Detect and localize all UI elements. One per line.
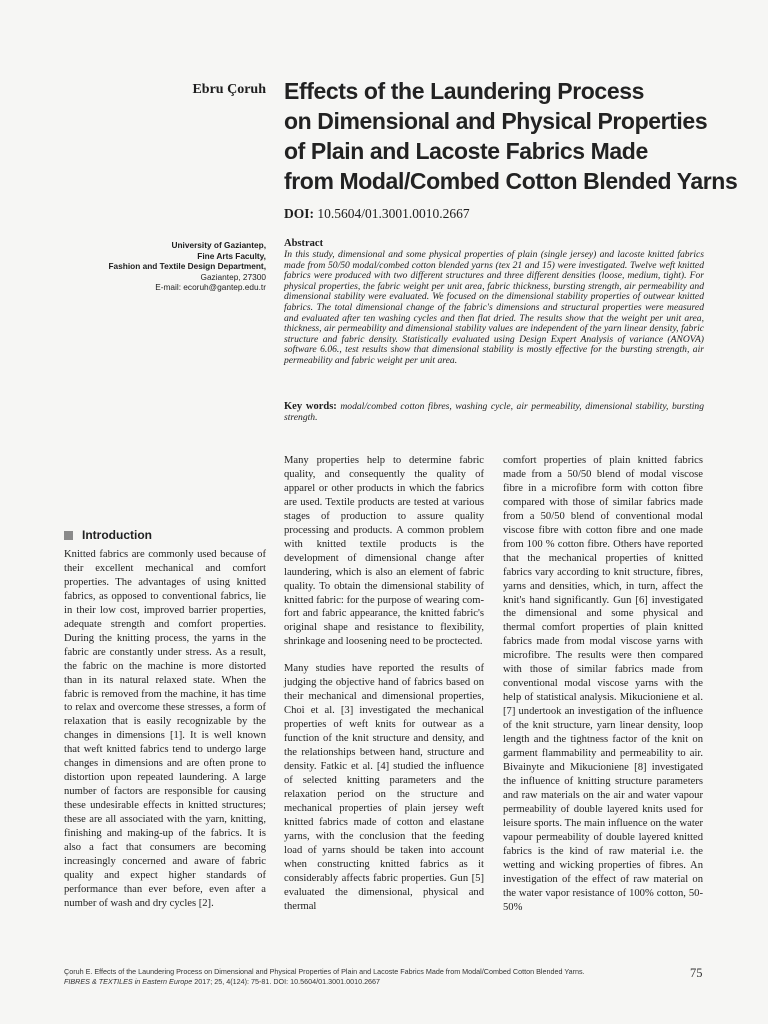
footer-journal-line: [64, 977, 704, 987]
section-marker-icon: [64, 531, 73, 540]
title-line: of Plain and Lacoste Fabrics Made: [284, 138, 648, 164]
paper-title: [284, 76, 754, 196]
affiliation-line: Fine Arts Faculty,: [197, 250, 266, 261]
title-line: on Dimensional and Physical Properties: [284, 108, 708, 134]
doi-label: DOI:: [284, 206, 314, 221]
page-number: 75: [690, 966, 703, 980]
body-column-3: [503, 454, 703, 914]
doi-value[interactable]: 10.5604/01.3001.0010.2667: [317, 206, 470, 221]
paragraph: Many properties help to determine fabric quality, and consequently the quality of apparel or other products in which the fabrics are used. Textile products are tested at various stages of production to assure quality processing and products. A common problem with knitted textile products is the development of dimensional change after laundering, which is also an element of fabric quality. To obtain the dimensional stability of knitted fabric: for the purpose of wearing comfort and fabric appearance, the knitted fabric's original shape and resistance to flexibility, shrinkage and loosening need to be proctected.: [284, 455, 484, 648]
abstract-heading: Abstract: [284, 238, 324, 249]
body-column-1: [64, 548, 266, 911]
journal-name: FIBRES & TEXTILES in Eastern Europe: [64, 977, 193, 986]
paragraph: Many studies have reported the results of judging the objective hand of fabrics based on their mechanical and dimensional properties, Choi et al. [3] investigated the mechanical properties of weft knits for outwear as a function of the knit structure and density, and the relationships between hand, structure and density. Fatkic et al. [4] studied the influence of selected knitting parameters and the relaxation period on the structure and mechanical properties of plain jersey weft knitted fabrics made of cotton and elastane yarns, with the conclusion that the feeding load of yarns should be taken into account when constructing knitted fabrics as it considerably affects fabric properties. Gun [5] evaluated the dimensional, physical and thermal: [284, 663, 484, 912]
section-heading-introduction: [64, 528, 152, 542]
footer-citation: Çoruh E. Effects of the Laundering Process on Dimensional and Physical Properties of Plain and Lacoste Fabrics Made from Modal/Combed Cotton Blended Yarns.: [64, 967, 585, 976]
paragraph: comfort properties of plain knitted fabrics made from a 50/50 blend of modal viscose fibre in a microfibre form with cotton fibre compared with those of similar fabrics made from a 50/50 blend of conventional modal viscose fibre with cotton fibre and one made from 100 % cotton fibre. Others have reported that the mechanical properties of knitted fabrics vary according to knit structure, fibres, yarns and densities, which, in turn, affect the knit's hand significantly. Gun [6] investigated the dimensional and some physical and thermal comfort properties of plain knitted fabrics made from modal viscose yarns with microfibre. The results were then compared with those of similar fabrics made from conventional modal viscose yarns with the help of statistical analysis. Mikucioniene et al. [7] undertook an investigation of the influence of the knit structure, yarn linear density, loop length and the tightness factor of the knit on garment flammability and permeability to air. Bivainyte and Mikucioniene [8] investigated the influence of knitting structure parameters and raw materials on the air and water vapour permeability of double layered knits used for leisure sports. The main influence on the water vapour permeability of double layered knitted fabrics is the kind of raw material i.e. the wetting and wicking properties of fibres. An investigation of the effect of raw material on the water vapor resistance of 100% cotton, 50-50%: [503, 455, 703, 913]
footer-details: 2017; 25, 4(124): 75-81. DOI: 10.5604/01.3001.0010.2667: [192, 977, 381, 986]
title-line: Effects of the Laundering Process: [284, 78, 644, 104]
affiliation-line: University of Gaziantep,: [171, 240, 266, 250]
abstract: [284, 238, 704, 367]
abstract-text: In this study, dimensional and some physical properties of plain (single jersey) and lacoste knitted fabrics made from 50/50 modal/combed cotton blended yarns (tex 21 and 15) were investigated. Twelve weft knitted fabrics were produced with two different structures and three different densities (loose, medium, tight). For physical properties, the fabric weight per unit area, fabric thickness, bursting strength, air permeability and dimensional stability were evaluated. We focused on the dimensional stability properties of outwear knitted fabrics. The total dimensional change of the fabric's dimensions and structural properties were measured and evaluated after ten washing cycles and then flat dried. The results show that the weight per unit area, thickness, air permeability and dimensional stability values are independent of the yarn linear density, fabric structure and fabric density. Statistically evaluated using Design Expert Analysis of variance (ANOVA) software 6.06., test results show that dimensional stability is mostly effective for the bursting strength, air permeability and fabric weight per unit area.: [284, 249, 704, 366]
affiliation-line: Gaziantep, 27300: [200, 271, 266, 282]
author-name: Ebru Çoruh: [192, 82, 266, 97]
affiliation: [60, 240, 266, 293]
doi: [284, 206, 470, 222]
title-line: from Modal/Combed Cotton Blended Yarns: [284, 168, 738, 194]
page-footer: [64, 967, 704, 987]
keywords: [284, 402, 704, 423]
body-column-2: [284, 454, 484, 914]
paragraph: Knitted fabrics are commonly used because of their excellent mechanical and comfort properties. The advantages of using knitted fabrics, as opposed to conventional fabrics, lie in their low cost, improved barrier properties, adequate strength and comfort properties. During the knitting process, the yarns in the fabric are constantly under stress. As a result, the fabric on the machine is more distorted than in its natural relaxed state. When the fabric is removed from the machine, it has time to relax and overcome these stresses, a form of relaxation that is easily recognizable by the changes in dimensions [1]. It is well known that weft knitted fabrics tend to undergo large changes in dimensions and are often prone to distortion upon repeated laundering. A large number of factors are responsible for causing these undesirable effects in knitted structures; these are all associated with the yarn, knitting, finishing and making-up of the fabrics. It is also a fact that consumers are becoming increasingly concerned and aware of fabric quality and expect higher standards of performance than ever before, even after a number of wash and dry cycles [2].: [64, 549, 266, 909]
section-heading-text: Introduction: [82, 528, 152, 542]
affiliation-line: Fashion and Textile Design Department,: [108, 261, 266, 271]
author-email[interactable]: E-mail: ecoruh@gantep.edu.tr: [155, 282, 266, 292]
keywords-label: Key words:: [284, 401, 337, 412]
keywords-text: modal/combed cotton fibres, washing cycle, air permeability, dimensional stability, bursting strength.: [284, 401, 704, 423]
